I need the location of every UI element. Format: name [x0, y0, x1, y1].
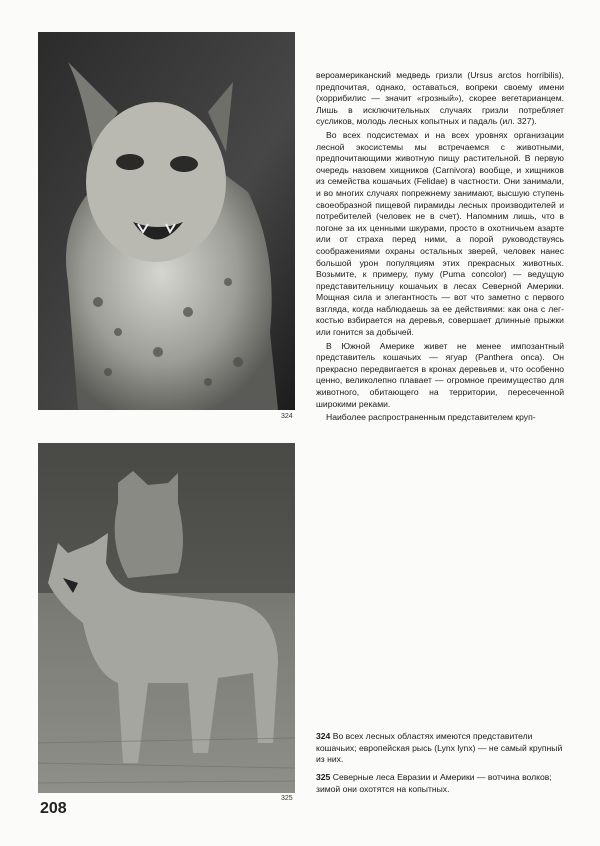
caption-325 — [316, 772, 564, 795]
paragraph-1: вероамериканский медведь гризли (Ursus arctos horribilis), предпочитая, однако, оставаться, вопреки своему имени (хоррибилис — значит «грозный»), скорее вегетарианцем. Лишь в исключительных случаях гризли потребляет сусликов, молодь лесных копытных и падаль (ил. 327). — [316, 70, 564, 127]
caption-325-text: Северные леса Евразии и Америки — вотчина волков; зимой они охотятся на копытных. — [316, 772, 552, 794]
paragraph-3: В Южной Америке живет не менее импозантный представитель кошачьих — ягуар (Panthera onca). Он прекрасно передвигается в кронах деревьев и, что особенно ценно, великолепно плавает — огромное преимущество для животного, обитающего на территории, пересеченной широкими реками. — [316, 340, 564, 409]
lynx-photo — [38, 32, 295, 410]
figure-number-324: 324 — [281, 413, 293, 420]
paragraph-2: Во всех подсистемах и на всех уровнях организации лесной экосистемы мы встречаемся с животными, предпочитающими животную пищу растительной. В первую очередь назовем хищников (Carnivora) вообще, и хищников из семейства кошачьих (Felidae) в частности. Они занимали, и во многих случаях попрежнему занимают, высшую ступень своеобразной пищевой пирамиды лесных производителей и потребителей (человек не в счет). Напомним лишь, что в погоне за их ценными шкурами, просто в охотничьем азарте или от страха перед ними, а порой руководствуясь соображениями охраны остальных зверей, человек нанес большой урон популяциям этих прекрасных животных. Возьмите, к примеру, пуму (Puma concolor) — ведущую представительницу кошачьих в лесах Северной Америки. Мощная сила и элегантность — вот что заметно с первого взгляда, когда наблюдаешь за ее действиями: как она с легкостью взбирается на деревья, совершает длинные прыжки или гонится за добычей. — [316, 129, 564, 338]
caption-324 — [316, 731, 564, 766]
caption-324-text: Во всех лесных областях имеются представители кошачьих; европейская рысь (Lynx lynx) — не самый крупный из них. — [316, 731, 563, 765]
paragraph-4: Наиболее распространенным представителем круп- — [326, 412, 536, 423]
figure-number-325: 325 — [281, 795, 293, 802]
caption-324-number: 324 — [316, 731, 331, 741]
page-number: 208 — [40, 800, 67, 817]
wolves-photo — [38, 443, 295, 793]
article-text — [316, 70, 564, 424]
caption-325-number: 325 — [316, 772, 331, 782]
